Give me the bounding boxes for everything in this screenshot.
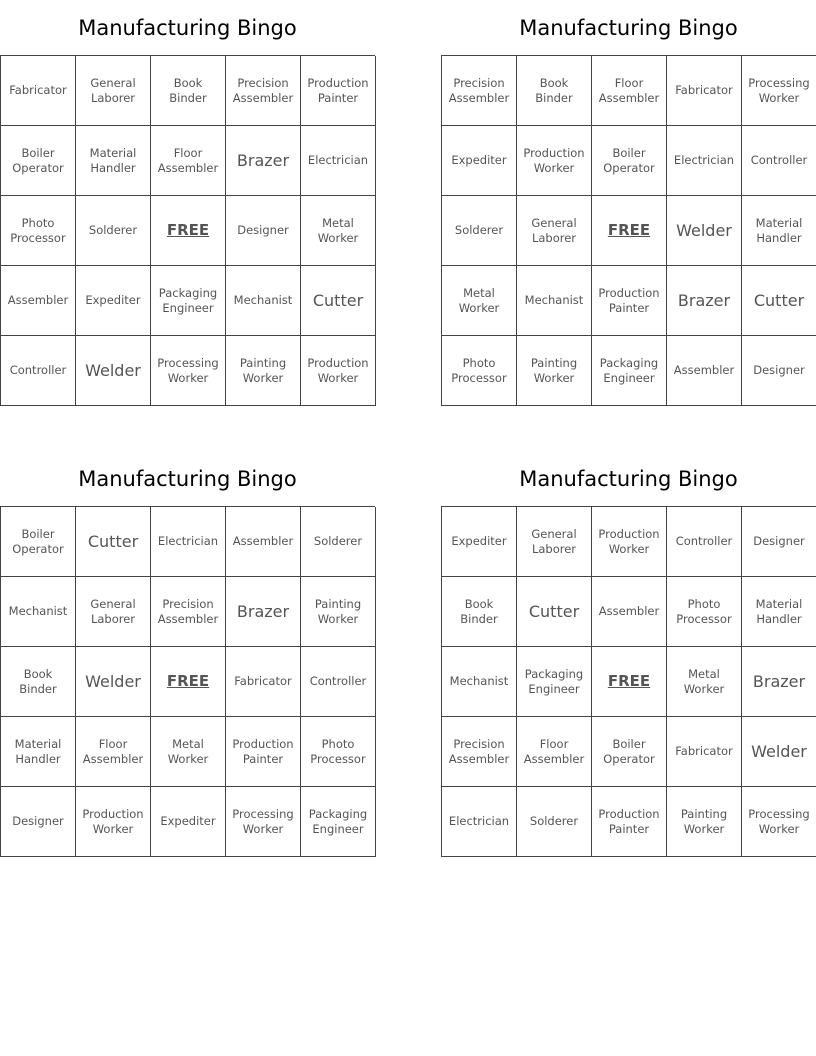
bingo-cell: Mechanist — [226, 266, 301, 336]
bingo-cell: Processing Worker — [151, 336, 226, 406]
bingo-cell: Photo Processor — [667, 577, 742, 647]
bingo-cell: Packaging Engineer — [301, 787, 376, 857]
bingo-cell: Book Binder — [1, 647, 76, 717]
bingo-cell: Production Painter — [592, 787, 667, 857]
bingo-cell: Boiler Operator — [592, 717, 667, 787]
bingo-cell: Book Binder — [517, 56, 592, 126]
bingo-card-1 — [0, 0, 375, 406]
bingo-cell: Metal Worker — [301, 196, 376, 266]
bingo-cell: Controller — [667, 507, 742, 577]
card-title: Manufacturing Bingo — [519, 16, 738, 40]
bingo-cell: Designer — [226, 196, 301, 266]
bingo-grid — [441, 55, 816, 406]
bingo-cell-free: FREE — [592, 647, 667, 717]
bingo-cell: Production Painter — [592, 266, 667, 336]
bingo-cell: Designer — [742, 507, 816, 577]
bingo-cell: Mechanist — [442, 647, 517, 717]
bingo-cell: Packaging Engineer — [517, 647, 592, 717]
bingo-cell: Precision Assembler — [226, 56, 301, 126]
bingo-cell: General Laborer — [76, 56, 151, 126]
bingo-cell: Material Handler — [1, 717, 76, 787]
bingo-cell: Expediter — [442, 126, 517, 196]
bingo-cell: Material Handler — [76, 126, 151, 196]
bingo-cell: Mechanist — [1, 577, 76, 647]
bingo-cell: Photo Processor — [442, 336, 517, 406]
bingo-cell: Expediter — [151, 787, 226, 857]
bingo-cell: Solderer — [301, 507, 376, 577]
bingo-cell-free: FREE — [151, 196, 226, 266]
bingo-cell: Painting Worker — [667, 787, 742, 857]
bingo-cell: Electrician — [667, 126, 742, 196]
bingo-cell: Welder — [742, 717, 816, 787]
bingo-cell: General Laborer — [517, 507, 592, 577]
card-title: Manufacturing Bingo — [519, 467, 738, 491]
card-title: Manufacturing Bingo — [78, 467, 297, 491]
bingo-cell: Production Worker — [76, 787, 151, 857]
bingo-cell: Book Binder — [442, 577, 517, 647]
bingo-cell: Floor Assembler — [76, 717, 151, 787]
bingo-cell: Processing Worker — [742, 787, 816, 857]
bingo-cell: Photo Processor — [1, 196, 76, 266]
bingo-cell: Painting Worker — [301, 577, 376, 647]
bingo-cell: Brazer — [742, 647, 816, 717]
bingo-card-2 — [441, 0, 816, 406]
bingo-cell: Assembler — [592, 577, 667, 647]
bingo-cell: Assembler — [1, 266, 76, 336]
bingo-cell: Packaging Engineer — [592, 336, 667, 406]
bingo-cell: Floor Assembler — [517, 717, 592, 787]
bingo-cell: Floor Assembler — [592, 56, 667, 126]
bingo-cell: Fabricator — [1, 56, 76, 126]
bingo-cell: Assembler — [667, 336, 742, 406]
bingo-cell: Production Painter — [226, 717, 301, 787]
bingo-cell: Boiler Operator — [1, 126, 76, 196]
bingo-cell: Boiler Operator — [592, 126, 667, 196]
bingo-cell-free: FREE — [592, 196, 667, 266]
bingo-card-4 — [441, 451, 816, 857]
bingo-cell: Solderer — [76, 196, 151, 266]
bingo-cell: Electrician — [151, 507, 226, 577]
bingo-cell: Precision Assembler — [442, 56, 517, 126]
bingo-cell: Metal Worker — [667, 647, 742, 717]
bingo-cell: Cutter — [301, 266, 376, 336]
bingo-cell: Book Binder — [151, 56, 226, 126]
bingo-cell: Material Handler — [742, 196, 816, 266]
bingo-cell: Electrician — [442, 787, 517, 857]
bingo-cell: Solderer — [442, 196, 517, 266]
bingo-cell: Welder — [76, 336, 151, 406]
bingo-cell: Solderer — [517, 787, 592, 857]
bingo-cell: General Laborer — [76, 577, 151, 647]
bingo-cell: Metal Worker — [151, 717, 226, 787]
bingo-cell: Cutter — [76, 507, 151, 577]
bingo-cell: Fabricator — [667, 717, 742, 787]
bingo-cell: Production Worker — [517, 126, 592, 196]
bingo-cell: Precision Assembler — [151, 577, 226, 647]
bingo-cell: Floor Assembler — [151, 126, 226, 196]
bingo-cell: Production Worker — [301, 336, 376, 406]
bingo-card-3 — [0, 451, 375, 857]
bingo-cell: Cutter — [517, 577, 592, 647]
bingo-cell: Fabricator — [667, 56, 742, 126]
bingo-cell: Controller — [301, 647, 376, 717]
bingo-cell: Welder — [667, 196, 742, 266]
bingo-cell: Expediter — [76, 266, 151, 336]
bingo-cell: Brazer — [226, 126, 301, 196]
bingo-cell: Designer — [742, 336, 816, 406]
bingo-cell: Electrician — [301, 126, 376, 196]
bingo-cell: Production Worker — [592, 507, 667, 577]
bingo-cell: Welder — [76, 647, 151, 717]
bingo-cell: Processing Worker — [226, 787, 301, 857]
bingo-cell: Brazer — [226, 577, 301, 647]
bingo-grid — [0, 55, 375, 406]
bingo-cell: Metal Worker — [442, 266, 517, 336]
bingo-cell: Mechanist — [517, 266, 592, 336]
bingo-cell: Packaging Engineer — [151, 266, 226, 336]
bingo-cell: General Laborer — [517, 196, 592, 266]
bingo-cell: Brazer — [667, 266, 742, 336]
bingo-cell: Expediter — [442, 507, 517, 577]
bingo-cell: Photo Processor — [301, 717, 376, 787]
card-title: Manufacturing Bingo — [78, 16, 297, 40]
bingo-grid — [0, 506, 375, 857]
bingo-cell: Controller — [742, 126, 816, 196]
bingo-cell-free: FREE — [151, 647, 226, 717]
bingo-cell: Controller — [1, 336, 76, 406]
bingo-cell: Assembler — [226, 507, 301, 577]
bingo-grid — [441, 506, 816, 857]
bingo-cell: Fabricator — [226, 647, 301, 717]
bingo-cell: Production Painter — [301, 56, 376, 126]
bingo-cell: Painting Worker — [517, 336, 592, 406]
bingo-cell: Designer — [1, 787, 76, 857]
bingo-cell: Cutter — [742, 266, 816, 336]
bingo-cell: Processing Worker — [742, 56, 816, 126]
bingo-cell: Precision Assembler — [442, 717, 517, 787]
bingo-cell: Material Handler — [742, 577, 816, 647]
bingo-cell: Boiler Operator — [1, 507, 76, 577]
bingo-cell: Painting Worker — [226, 336, 301, 406]
